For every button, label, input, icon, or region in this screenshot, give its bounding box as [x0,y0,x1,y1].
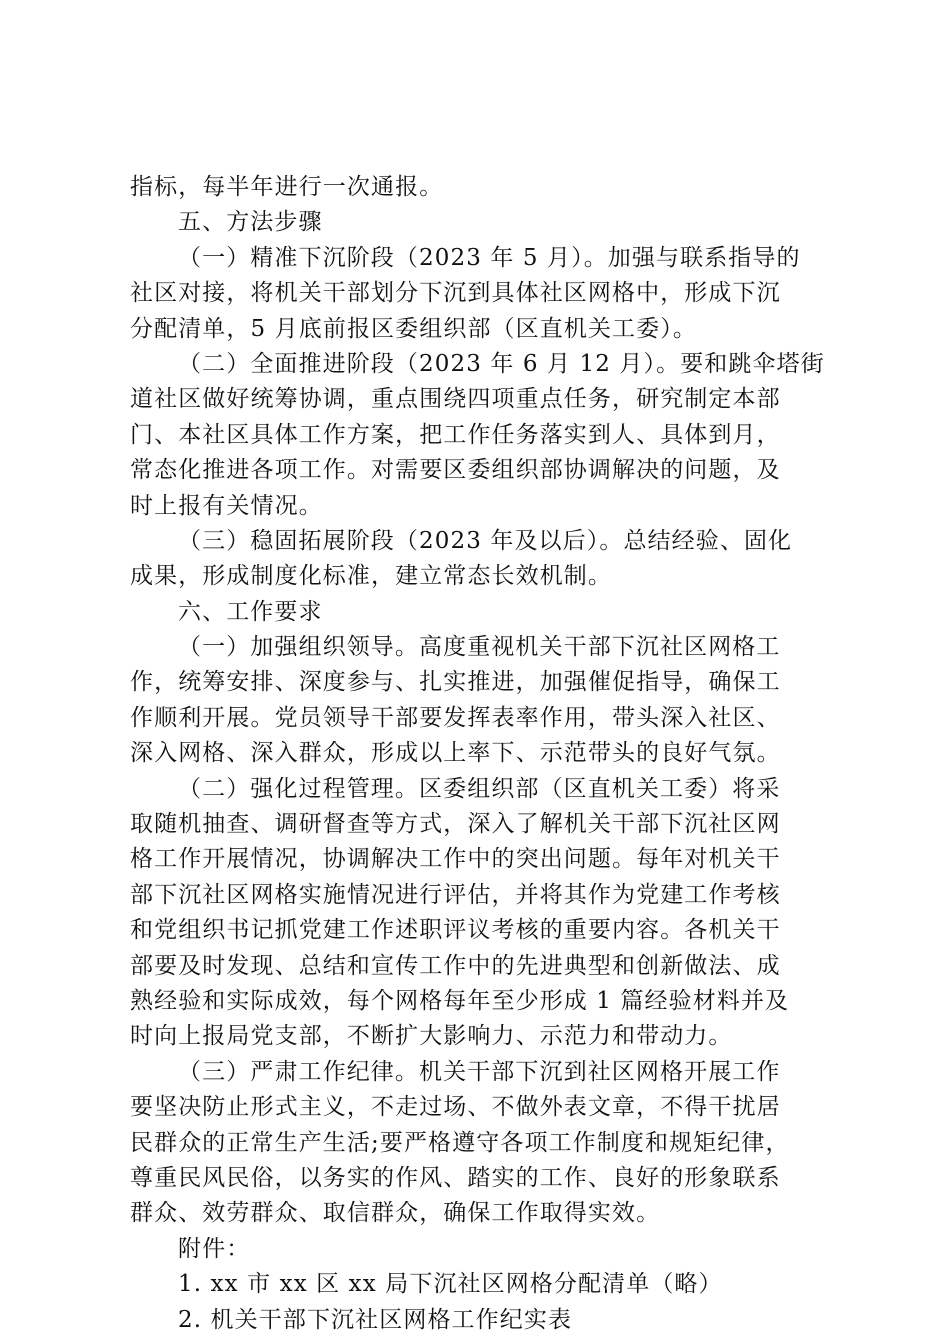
text-line: 六、工作要求 [178,598,323,625]
text-line: 道社区做好统筹协调，重点围绕四项重点任务，研究制定本部 [130,386,781,413]
text-line: （二）全面推进阶段（2023 年 6 月 12 月）。要和跳伞塔街 [178,350,825,377]
text-line: （一）加强组织领导。高度重视机关干部下沉社区网格工 [178,634,781,661]
text-line: 分配清单，5 月底前报区委组织部（区直机关工委）。 [130,315,697,342]
text-line: 时上报有关情况。 [130,492,323,519]
text-line: 深入网格、深入群众，形成以上率下、示范带头的良好气氛。 [130,740,781,767]
text-line: 熟经验和实际成效，每个网格每年至少形成 1 篇经验材料并及 [130,987,790,1014]
text-line: 门、本社区具体工作方案，把工作任务落实到人、具体到月， [130,421,781,448]
text-line: 常态化推进各项工作。对需要区委组织部协调解决的问题，及 [130,457,781,484]
text-line: 五、方法步骤 [178,209,323,236]
text-line: 作顺利开展。党员领导干部要发挥表率作用，带头深入社区、 [130,704,781,731]
text-line: 群众、效劳群众、取信群众，确保工作取得实效。 [130,1200,661,1227]
text-line: （二）强化过程管理。区委组织部（区直机关工委）将采 [178,775,781,802]
text-line: 部下沉社区网格实施情况进行评估，并将其作为党建工作考核 [130,881,781,908]
text-line: 部要及时发现、总结和宣传工作中的先进典型和创新做法、成 [130,952,781,979]
text-line: （三）严肃工作纪律。机关干部下沉到社区网格开展工作 [178,1058,781,1085]
text-line: 要坚决防止形式主义，不走过场、不做外表文章，不得干扰居 [130,1094,781,1121]
text-line: 社区对接，将机关干部划分下沉到具体社区网格中，形成下沉 [130,280,781,307]
text-line: 2. 机关干部下沉社区网格工作纪实表 [178,1306,573,1333]
text-line: 和党组织书记抓党建工作述职评议考核的重要内容。各机关干 [130,917,781,944]
text-line: 1. xx 市 xx 区 xx 局下沉社区网格分配清单（略） [178,1271,723,1298]
text-line: 成果，形成制度化标准，建立常态长效机制。 [130,563,612,590]
text-line: 附件： [178,1235,251,1262]
text-line: 取随机抽查、调研督查等方式，深入了解机关干部下沉社区网 [130,811,781,838]
text-line: 民群众的正常生产生活;要严格遵守各项工作制度和规矩纪律， [130,1129,790,1156]
text-line: 尊重民风民俗，以务实的作风、踏实的工作、良好的形象联系 [130,1164,781,1191]
text-line: （一）精准下沉阶段（2023 年 5 月）。加强与联系指导的 [178,244,801,271]
text-line: 指标，每半年进行一次通报。 [130,174,444,200]
text-line: 时向上报局党支部，不断扩大影响力、示范力和带动力。 [130,1023,733,1050]
text-line: 格工作开展情况，协调解决工作中的突出问题。每年对机关干 [130,846,781,873]
text-line: 作，统筹安排、深度参与、扎实推进，加强催促指导，确保工 [130,669,781,696]
document-body [130,170,830,1338]
text-line: （三）稳固拓展阶段（2023 年及以后）。总结经验、固化 [178,527,793,554]
